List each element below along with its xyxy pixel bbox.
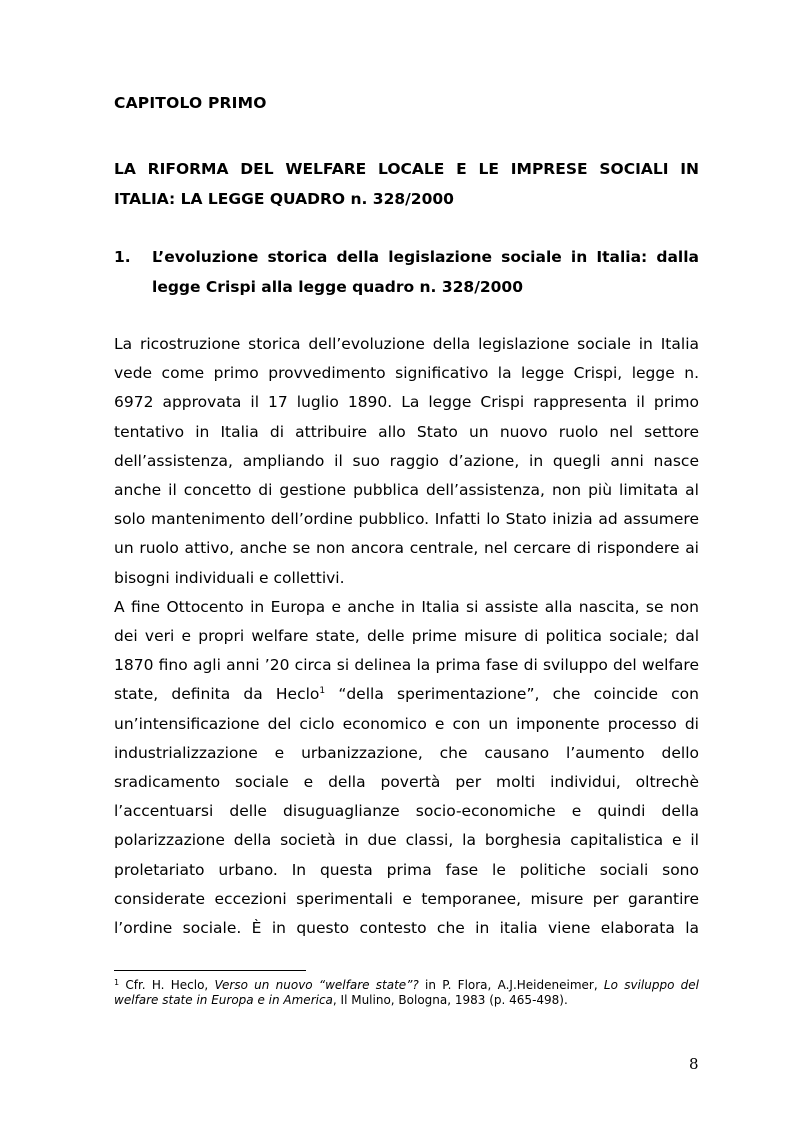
footnote-text-1: Cfr. H. Heclo,	[119, 978, 215, 992]
body-text	[114, 330, 699, 943]
footnote-italic-2: Lo sviluppo del welfare state in Europa e in America	[114, 978, 699, 1007]
paragraph-2-text-end: “della sperimentazione”, che coincide con un’intensificazione del ciclo economico e con un imponente processo di industrializzazione e urbanizzazione, che causano l’aumento dello sradicamento sociale e della povertà per molti individui, oltrechè l’accentuarsi delle disuguaglianze socio-economiche e quindi della polarizzazione della società in due classi, la borghesia capitalistica e il proletariato urbano. In questa prima fase le politiche sociali sono considerate eccezioni sperimentali e temporanee, misure per garantire l’ordine sociale. È in questo contesto che in italia viene elaborata la	[114, 685, 699, 938]
chapter-label: CAPITOLO PRIMO	[114, 94, 267, 112]
footnote	[114, 978, 699, 1008]
page-number: 8	[689, 1055, 699, 1073]
section-title: L’evoluzione storica della legislazione sociale in Italia: dalla legge Crispi alla legge quadro n. 328/2000	[152, 248, 699, 296]
section-heading	[114, 242, 699, 302]
chapter-title: LA RIFORMA DEL WELFARE LOCALE E LE IMPRESE SOCIALI IN ITALIA: LA LEGGE QUADRO n. 328/2000	[114, 160, 699, 208]
section-number: 1.	[114, 248, 131, 266]
paragraph-2-text-start: A fine Ottocento in Europa e anche in Italia si assiste alla nascita, se non dei veri e propri welfare state, delle prime misure di politica sociale; dal 1870 fino agli anni ’20 circa si delinea la prima fase di sviluppo del welfare state, definita da Heclo	[114, 597, 699, 704]
footnote-italic-1: Verso un nuovo “welfare state”?	[214, 978, 419, 992]
footnote-reference: 1	[319, 686, 326, 697]
footnote-separator	[114, 970, 306, 971]
footnote-text-3: , Il Mulino, Bologna, 1983 (p. 465-498).	[332, 993, 568, 1007]
footnote-text-2: in P. Flora, A.J.Heideneimer,	[418, 978, 604, 992]
footnote-number: 1	[114, 978, 120, 987]
paragraph-2	[114, 593, 699, 943]
paragraph-1: La ricostruzione storica dell’evoluzione della legislazione sociale in Italia vede come primo provvedimento significativo la legge Crispi, legge n. 6972 approvata il 17 luglio 1890. La legge Crispi rappresenta il primo tentativo in Italia di attribuire allo Stato un nuovo ruolo nel settore dell’assistenza, ampliando il suo raggio d’azione, in quegli anni nasce anche il concetto di gestione pubblica dell’assistenza, non più limitata al solo mantenimento dell’ordine pubblico. Infatti lo Stato inizia ad assumere un ruolo attivo, anche se non ancora centrale, nel cercare di rispondere ai bisogni individuali e collettivi.	[114, 335, 699, 587]
